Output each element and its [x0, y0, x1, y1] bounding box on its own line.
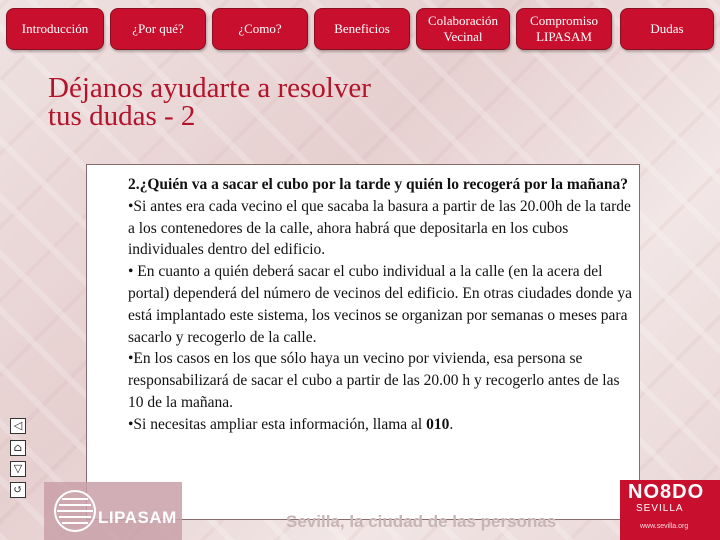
nav-colaboracion-vecinal-button[interactable]	[416, 8, 510, 50]
sevilla-logo-text: SEVILLA	[636, 503, 684, 514]
nav-label-line2: Vecinal	[443, 29, 483, 44]
previous-arrow-icon[interactable]	[10, 418, 26, 434]
faq-bullet: • En cuanto a quién deberá sacar el cubo individual a la calle (en la acera del portal) dependerá del número de vecinos del edificio. En otras ciudades donde ya está implantado este sistema, los vecinos se organizan por semanas o meses para sacarlo y recogerlo de la calle.	[128, 263, 632, 346]
faq-bullet: •En los casos en los que sólo haya un vecino por vivienda, esa persona se responsabilizará de sacar el cubo a partir de las 20.00 h y recogerlo antes de las 10 de la mañana.	[128, 350, 620, 411]
lipasam-logo-icon	[52, 488, 98, 534]
return-icon[interactable]	[10, 482, 26, 498]
nav-label-line2: LIPASAM	[536, 29, 592, 44]
nodo-logo: NO8DO	[628, 481, 705, 503]
nav-label-line1: Compromiso	[530, 13, 598, 29]
nav-label: Dudas	[650, 21, 684, 37]
return-glyph: ↺	[13, 483, 23, 496]
page-title-line1: Déjanos ayudarte a resolver	[48, 72, 371, 104]
faq-contact-text: •Si necesitas ampliar esta información, llama al	[128, 415, 427, 433]
nav-label: Beneficios	[334, 21, 390, 37]
nav-compromiso-lipasam-button[interactable]	[516, 8, 612, 50]
faq-text	[128, 174, 638, 436]
faq-question: 2.¿Quién va a sacar el cubo por la tarde y quién lo recogerá por la mañana?	[128, 176, 629, 193]
sevilla-website: www.sevilla.org	[640, 523, 689, 530]
lipasam-logo-text: LIPASAM	[98, 508, 177, 527]
home-glyph: ⌂	[13, 441, 23, 454]
faq-contact-suffix: .	[449, 415, 454, 433]
faq-contact	[128, 414, 638, 436]
nav-como-button[interactable]	[212, 8, 308, 50]
footer-slogan: Sevilla, la ciudad de las personas	[286, 512, 557, 531]
next-glyph: ▽	[13, 462, 23, 475]
home-icon[interactable]	[10, 440, 26, 456]
nav-label: ¿Como?	[238, 21, 282, 37]
nav-label: Introducción	[21, 21, 89, 37]
next-arrow-icon[interactable]	[10, 461, 26, 477]
top-navigation	[0, 8, 720, 52]
previous-glyph: ◁	[13, 419, 23, 432]
phone-number: 010	[426, 415, 450, 433]
page-title-line2: tus dudas - 2	[48, 100, 196, 132]
faq-bullet: •Si antes era cada vecino el que sacaba la basura a partir de las 20.00h de la tarde a los contenedores de la calle, ahora habrá que depositarla en los cubos individuales dentro del edificio.	[128, 197, 631, 259]
page-title	[48, 74, 371, 130]
nav-label-line1: Colaboración	[427, 13, 499, 29]
nav-dudas-button[interactable]	[620, 8, 714, 50]
nav-beneficios-button[interactable]	[314, 8, 410, 50]
nav-label: ¿Por qué?	[132, 21, 184, 37]
nav-introduccion-button[interactable]	[6, 8, 104, 50]
nav-por-que-button[interactable]	[110, 8, 206, 50]
